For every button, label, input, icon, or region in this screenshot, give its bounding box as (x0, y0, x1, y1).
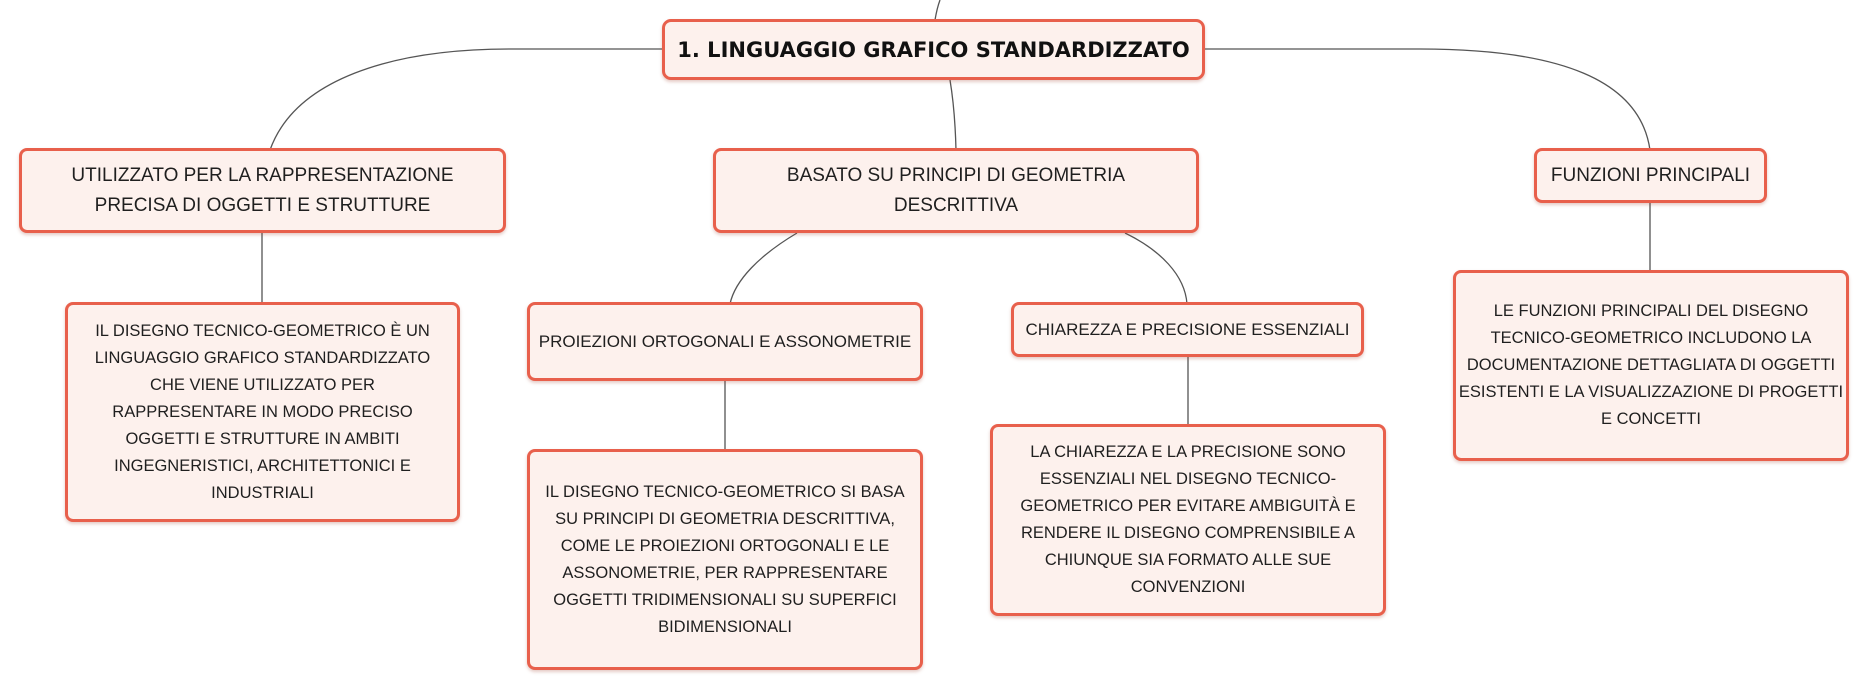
connector-geometry-to-clarity (1125, 233, 1187, 304)
usage-detail[interactable] (65, 302, 460, 522)
root-topic-label: 1. LINGUAGGIO GRAFICO STANDARDIZZATO (677, 37, 1190, 62)
functions-detail-text: LE FUNZIONI PRINCIPALI DEL DISEGNO TECNICO-GEOMETRICO INCLUDONO LA DOCUMENTAZIONE DETTAGLIATA DI OGGETTI ESISTENTI E LA VISUALIZZAZIONE DI PROGETTI E CONCETTI (1458, 302, 1844, 428)
connector-root-to-usage (270, 49, 663, 150)
clarity-detail-text: LA CHIAREZZA E LA PRECISIONE SONO ESSENZIALI NEL DISEGNO TECNICO-GEOMETRICO PER EVITARE AMBIGUITÀ E RENDERE IL DISEGNO COMPRENSIBILE A CHIUNQUE SIA FORMATO ALLE SUE CONVENZIONI (1020, 443, 1356, 596)
connector-parent-to-root (935, 0, 940, 20)
connector-geometry-to-projections (730, 233, 797, 304)
topic-geometry[interactable] (713, 148, 1199, 233)
projections-detail-text: IL DISEGNO TECNICO-GEOMETRICO SI BASA SU PRINCIPI DI GEOMETRIA DESCRITTIVA, COME LE PROIEZIONI ORTOGONALI E LE ASSONOMETRIE, PER RAPPRESENTARE OGGETTI TRIDIMENSIONALI SU SUPERFICI BIDIMENSIONALI (545, 482, 905, 636)
projections-detail[interactable] (527, 449, 923, 670)
topic-usage-label: UTILIZZATO PER LA RAPPRESENTAZIONE PRECISA DI OGGETTI E STRUTTURE (71, 164, 454, 216)
topic-projections[interactable] (527, 302, 923, 381)
usage-detail-text: IL DISEGNO TECNICO-GEOMETRICO È UN LINGUAGGIO GRAFICO STANDARDIZZATO CHE VIENE UTILIZZATO PER RAPPRESENTARE IN MODO PRECISO OGGETTI E STRUTTURE IN AMBITI INGEGNERISTICI, ARCHITETTONICI E INDUSTRIALI (94, 321, 431, 502)
topic-usage[interactable] (19, 148, 506, 233)
topic-projections-label: PROIEZIONI ORTOGONALI E ASSONOMETRIE (538, 331, 912, 351)
root-topic[interactable] (662, 19, 1205, 80)
functions-detail[interactable] (1453, 270, 1849, 461)
clarity-detail[interactable] (990, 424, 1386, 616)
connector-root-to-geometry (950, 80, 956, 150)
topic-geometry-label: BASATO SU PRINCIPI DI GEOMETRIA DESCRITTIVA (786, 164, 1126, 216)
topic-functions-label: FUNZIONI PRINCIPALI (1550, 164, 1751, 186)
topic-clarity-label: CHIAREZZA E PRECISIONE ESSENZIALI (1025, 319, 1350, 339)
topic-clarity[interactable] (1011, 302, 1364, 357)
topic-functions[interactable] (1534, 148, 1767, 203)
connector-root-to-functions (1205, 49, 1650, 150)
